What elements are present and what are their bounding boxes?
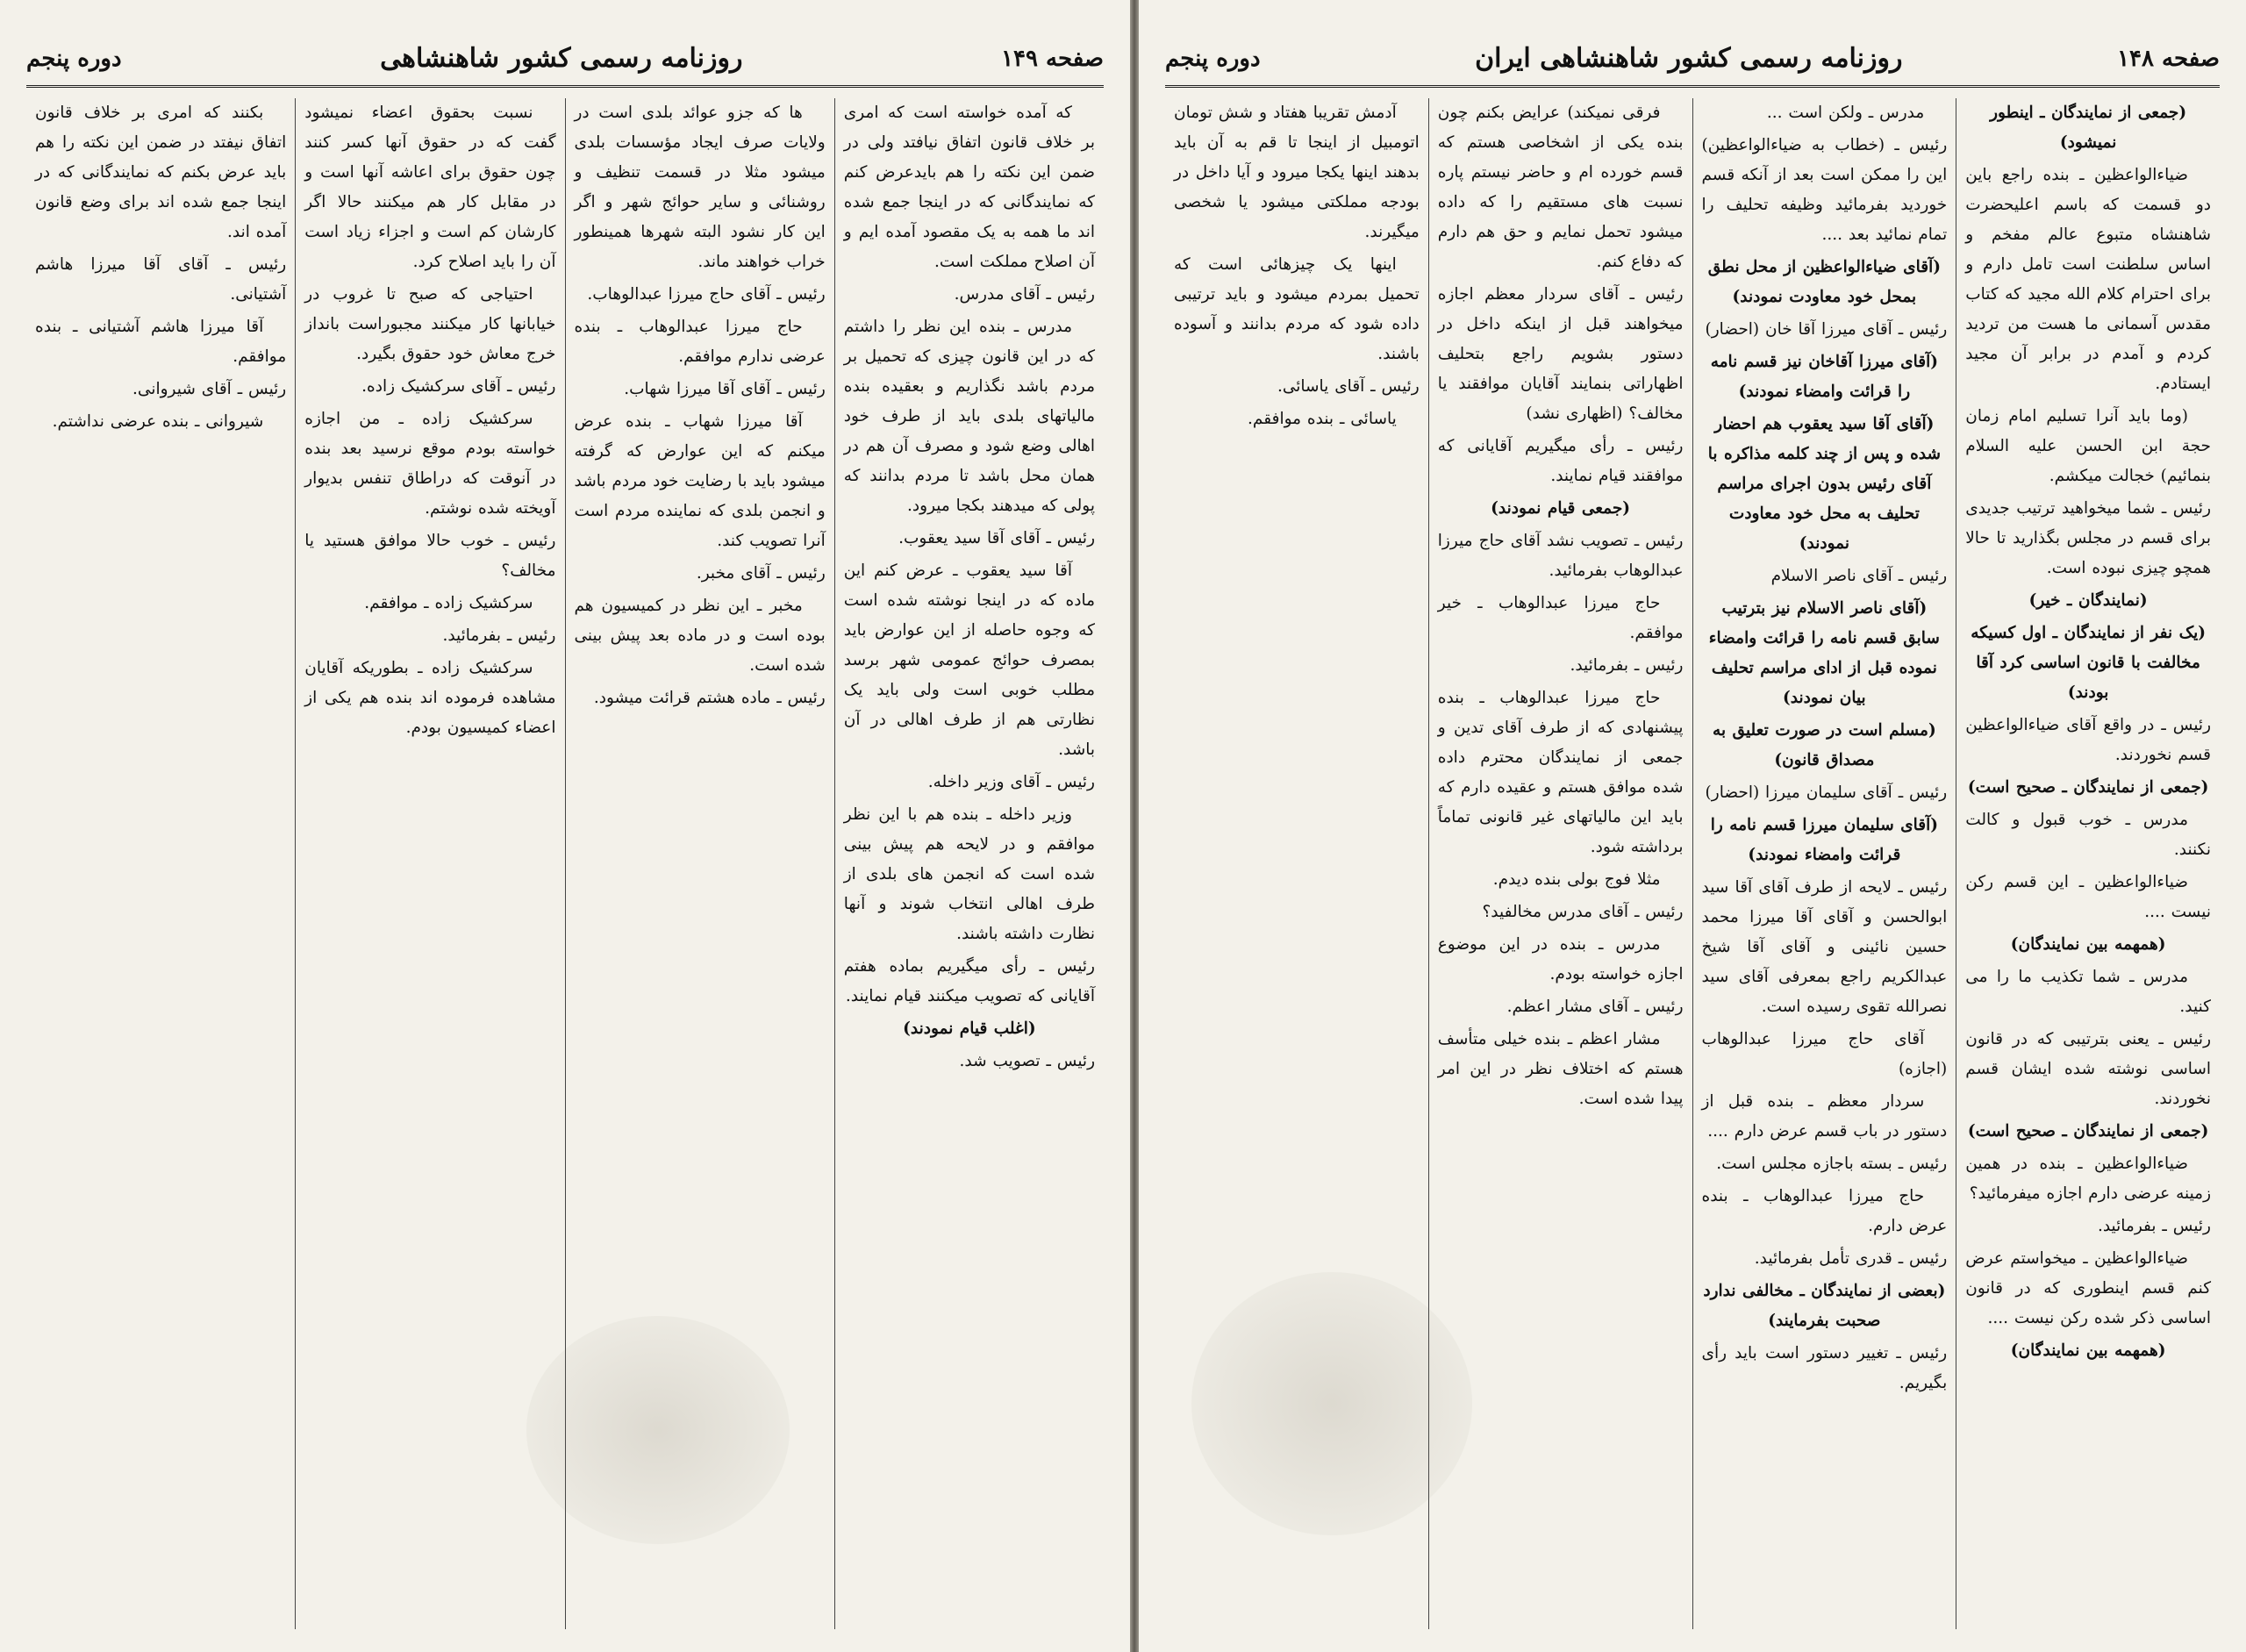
article-paragraph: (وما باید آنرا تسلیم امام زمان حجة ابن الحسن علیه السلام بنمائیم) خجالت میکشم. [1965,407,2211,485]
article-paragraph: (آقای میرزا آقاخان نیز قسم نامه را قرائت وامضاء نمودند) [1710,353,1939,401]
article-paragraph: فرقی نمیکند) عرایض بکنم چون بنده یکی از اشخاصی هستم که قسم خورده ام و حاضر نیستم پاره نسبت های مستقیم را که داده میشود تحمل نمایم و حق هم دارم که دفاع کنم. [1437,104,1684,271]
article-paragraph: (جمعی قیام نمودند) [1491,499,1631,518]
right-column-3 [1428,98,1692,1629]
right-page-period: دوره پنجم [1165,45,1261,72]
article-paragraph: رئیس ـ آقای یاسائی. [1277,377,1420,396]
article-paragraph: (اغلب قیام نمودند) [903,1019,1036,1038]
left-page-number: صفحه ۱۴۹ [1001,45,1104,72]
left-page-title: روزنامه رسمی کشور شاهنشاهی [380,43,743,74]
article-paragraph: سرکشیک زاده ـ من اجازه خواسته بودم موقع نرسید بعد بنده در آنوقت که دراطاق تنفس بدیوار آویخته شده نوشتم. [304,410,556,518]
article-paragraph: رئیس ـ خوب حالا موافق هستید یا مخالف؟ [304,532,556,580]
article-paragraph: مدرس ـ شما تکذیب ما را می کنید. [1965,968,2211,1016]
article-paragraph: رئیس ـ بفرمائید. [442,626,556,645]
article-paragraph: رئیس ـ تصویب شد. [959,1052,1095,1070]
article-paragraph: (نمایندگان ـ خیر) [2028,591,2148,610]
article-paragraph: مدرس ـ ولکن است ... [1766,104,1925,122]
article-paragraph: ضیاءالواعظین ـ میخواستم عرض کنم قسم اینطوری که در قانون اساسی ذکر شده رکن نیست .... [1965,1249,2211,1327]
article-paragraph: مدرس ـ بنده در این موضوع اجازه خواسته بودم. [1437,935,1684,983]
article-paragraph: (یک نفر از نمایندگان ـ اول کسیکه مخالفت با قانون اساسی کرد آقا بودند) [1971,624,2207,702]
article-paragraph: حاج میرزا عبدالوهاب ـ بنده عرضی ندارم موافقم. [574,318,826,366]
right-page-number: صفحه ۱۴۸ [2117,45,2220,72]
article-paragraph: وزیر داخله ـ بنده هم با این نظر موافقم و در لایحه هم پیش بینی شده است که انجمن های بلدی از طرف اهالی انتخاب شوند و آنها نظارت داشته باشند. [843,805,1095,943]
article-paragraph: (آقای سلیمان میرزا قسم نامه را قرائت وامضاء نمودند) [1710,816,1939,864]
article-paragraph: رئیس ـ بفرمائید. [1570,656,1684,675]
left-column-2 [565,98,834,1629]
right-column-2 [1692,98,1956,1629]
article-paragraph: ضیاءالواعظین ـ بنده راجع باین دو قسمت که باسم اعلیحضرت شاهنشاه متبوع عالم مفخم و اساس سلطنت است تامل دارم و برای احترام کلام الله مجید که کتاب مقدس آسمانی ما هست من تردید کردم و آمدم در برابر آن مجید ایستادم. [1965,166,2211,393]
article-paragraph: رئیس ـ آقای آقا میرزا هاشم آشتیانی. [35,255,287,304]
article-paragraph: سرکشیک زاده ـ بطوریکه آقایان مشاهده فرموده اند بنده هم یکی از اعضاء کمیسیون بودم. [304,659,556,737]
article-paragraph: شیروانی ـ بنده عرضی نداشتم. [52,412,264,431]
article-paragraph: رئیس ـ شما میخواهید ترتیب جدیدی برای قسم در مجلس بگذارید تا حالا همچو چیزی نبوده است. [1965,499,2211,577]
article-paragraph: ضیاءالواعظین ـ بنده در همین زمینه عرضی دارم اجازه میفرمائید؟ [1965,1155,2211,1203]
left-page-header [26,32,1104,88]
article-paragraph: حاج میرزا عبدالوهاب ـ بنده پیشنهادی که از طرف آقای تدین و جمعی از نمایندگان محترم داده شده موافق هستم و عقیده دارم که باید این مالیاتهای غیر قانونی تماماً برداشته شود. [1437,689,1684,856]
left-page-columns [26,98,1104,1629]
article-paragraph: سردار معظم ـ بنده قبل از دستور در باب قسم عرض دارم .... [1701,1092,1948,1141]
article-paragraph: (بعضی از نمایندگان ـ مخالفی ندارد صحبت بفرمایند) [1703,1282,1946,1330]
article-paragraph: رئیس ـ آقای شیروانی. [132,380,287,398]
article-paragraph: آدمش تقریبا هفتاد و شش تومان اتومبیل از اینجا تا قم به آن باید بدهند اینها یکجا میرود و آیا داخل در بودجه مملکتی میشود یا شخصی میگیرند. [1174,104,1420,241]
article-paragraph: آقا میرزا هاشم آشتیانی ـ بنده موافقم. [35,318,287,366]
article-paragraph: رئیس ـ آقای مشار اعظم. [1506,998,1684,1016]
article-paragraph: رئیس ـ آقای سرکشیک زاده. [361,377,556,396]
article-paragraph: مثلا فوج بولی بنده دیدم. [1492,870,1661,889]
article-paragraph: رئیس ـ آقای سلیمان میرزا (احضار) [1705,783,1948,802]
article-paragraph: (جمعی از نمایندگان ـ صحیح است) [1967,778,2209,797]
article-paragraph: رئیس ـ آقای مدرس مخالفید؟ [1482,903,1684,921]
article-paragraph: (همهمه بین نمایندگان) [2010,935,2166,954]
right-page-columns [1165,98,2220,1629]
article-paragraph: حاج میرزا عبدالوهاب ـ بنده عرض دارم. [1701,1187,1948,1235]
article-paragraph: آقای حاج میرزا عبدالوهاب (اجازه) [1701,1030,1948,1078]
article-paragraph: رئیس ـ قدری تأمل بفرمائید. [1754,1249,1948,1268]
article-paragraph: ها که جزو عوائد بلدی است در ولایات صرف ایجاد مؤسسات بلدی میشود مثلا در قسمت تنظیف و روشنائی و سایر حوائج شهر و اگر این کار نشود البته شهرها همینطور خراب خواهند ماند. [574,104,826,271]
article-paragraph: رئیس ـ رأی میگیریم آقایانی که موافقند قیام نمایند. [1437,437,1684,485]
right-column-1 [1956,98,2220,1629]
article-paragraph: مخبر ـ این نظر در کمیسیون هم بوده است و در ماده بعد پیش بینی شده است. [574,597,826,675]
right-page [1139,0,2246,1652]
article-paragraph: رئیس ـ ماده هشتم قرائت میشود. [593,689,826,707]
left-column-4 [26,98,295,1629]
article-paragraph: آقا سید یعقوب ـ عرض کنم این ماده که در اینجا نوشته شده است که وجوه حاصله از این عوارض باید بمصرف حوائج عمومی شهر برسد مطلب خوبی است ولی باید یک نظارتی هم از طرف اهالی در آن باشد. [843,561,1095,759]
left-page-period: دوره پنجم [26,45,122,72]
article-paragraph: (مسلم است در صورت تعلیق به مصداق قانون) [1713,721,1936,769]
article-paragraph: مشار اعظم ـ بنده خیلی متأسف هستم که اختلاف نظر در این امر پیدا شده است. [1437,1030,1684,1108]
article-paragraph: رئیس ـ آقای مدرس. [954,285,1095,304]
right-page-title: روزنامه رسمی کشور شاهنشاهی ایران [1475,43,1903,74]
article-paragraph: رئیس ـ تغییر دستور است باید رأی بگیریم. [1701,1344,1948,1392]
article-paragraph: رئیس ـ بسته باجازه مجلس است. [1716,1155,1948,1173]
article-paragraph: مدرس ـ بنده این نظر را داشتم که در این قانون چیزی که تحمیل بر مردم باشد نگذاریم و بعقیده بنده مالیاتهای بلدی باید از طرف خود اهالی وضع شود و مصرف آن هم در همان محل باشد تا مردم بدانند که پولی که میدهند بکجا میرود. [843,318,1095,515]
article-paragraph: رئیس ـ در واقع آقای ضیاءالواعظین قسم نخوردند. [1965,716,2211,764]
article-paragraph: (جمعی از نمایندگان ـ اینطور نمیشود) [1990,104,2187,152]
article-paragraph: بکنند که امری بر خلاف قانون اتفاق نیفتد در ضمن این نکته را هم باید عرض بکنم که نمایندگانی که در اینجا جمع شده اند برای وضع قانون آمده اند. [35,104,287,241]
page-gutter [1130,0,1139,1652]
article-paragraph: رئیس ـ (خطاب به ضیاءالواعظین) این را ممکن است بعد از آنکه قسم خوردید بفرمائید وظیفه تحلیف را تمام نمائید بعد .... [1701,136,1948,244]
article-paragraph: رئیس ـ آقای میرزا آقا خان (احضار) [1705,320,1948,339]
article-paragraph: رئیس ـ آقای مخبر. [696,564,826,583]
article-paragraph: یاسائی ـ بنده موافقم. [1248,410,1397,428]
article-paragraph: که آمده خواسته است که امری بر خلاف قانون اتفاق نیافتد ولی در ضمن این نکته را هم بایدعرض کنم که نمایندگانی که در اینجا جمع شده اند ما همه به یک مقصود آمده ایم و آن اصلاح مملکت است. [843,104,1095,271]
article-paragraph: (همهمه بین نمایندگان) [2010,1341,2166,1360]
article-paragraph: رئیس ـ آقای سردار معظم اجازه میخواهند قبل از اینکه داخل در دستور بشویم راجع بتحلیف اظهاراتی بنمایند آقایان موافقند یا مخالف؟ (اظهاری نشد) [1437,285,1684,423]
article-paragraph: ضیاءالواعظین ـ این قسم رکن نیست .... [1965,873,2211,921]
article-paragraph: رئیس ـ آقای آقا سید یعقوب. [898,529,1095,547]
article-paragraph: حاج میرزا عبدالوهاب ـ خیر موافقم. [1437,594,1684,642]
article-paragraph: (آقای ضیاءالواعظین از محل نطق بمحل خود معاودت نمودند) [1707,258,1942,306]
article-paragraph: رئیس ـ آقای حاج میرزا عبدالوهاب. [587,285,826,304]
article-paragraph: آقا میرزا شهاب ـ بنده عرض میکنم که این عوارض که گرفته میشود باید با رضایت خود مردم باشد و انجمن بلدی که نماینده مردم است آنرا تصویب کند. [574,412,826,550]
article-paragraph: سرکشیک زاده ـ موافقم. [364,594,533,612]
article-paragraph: رئیس ـ تصویب نشد آقای حاج میرزا عبدالوهاب بفرمائید. [1437,532,1684,580]
article-paragraph: (آقای آقا سید یعقوب هم احضار شده و پس از چند کلمه مذاکره با آقای رئیس بدون اجرای مراسم تحلیف به محل خود معاودت نمودند) [1707,415,1941,553]
left-column-3 [295,98,564,1629]
article-paragraph: رئیس ـ یعنی بترتیبی که در قانون اساسی نوشته شده ایشان قسم نخوردند. [1965,1030,2211,1108]
article-paragraph: نسبت بحقوق اعضاء نمیشود گفت که در حقوق آنها کسر کنند چون حقوق برای اعاشه آنها است و در مقابل کار هم میکنند حالا اگر کارشان کم است و اجزاء زیاد است آن را باید اصلاح کرد. [304,104,556,271]
article-paragraph: احتیاجی که صبح تا غروب در خیابانها کار میکنند مجبوراست بانداز خرج معاش خود حقوق بگیرد. [304,285,556,363]
article-paragraph: رئیس ـ آقای ناصر الاسلام [1770,567,1948,585]
article-paragraph: (آقای ناصر الاسلام نیز بترتیب سابق قسم نامه را قرائت وامضاء نموده قبل از ادای مراسم تحلیف بیان نمودند) [1708,599,1940,707]
article-paragraph: رئیس ـ بفرمائید. [2097,1217,2211,1235]
article-paragraph: رئیس ـ آقای وزیر داخله. [927,773,1095,791]
article-paragraph: مدرس ـ خوب قبول و کالت نکنند. [1965,811,2211,859]
right-column-4 [1165,98,1428,1629]
article-paragraph: رئیس ـ رأی میگیریم بماده هفتم آقایانی که تصویب میکنند قیام نمایند. [843,957,1095,1005]
article-paragraph: اینها یک چیزهائی است که تحمیل بمردم میشود و باید ترتیبی داده شود که مردم بدانند و آسوده باشند. [1174,255,1420,363]
article-paragraph: (جمعی از نمایندگان ـ صحیح است) [1967,1122,2209,1141]
left-column-1 [834,98,1104,1629]
article-paragraph: رئیس ـ لایحه از طرف آقای آقا سید ابوالحسن و آقای آقا میرزا محمد حسین نائینی و آقای آقا شیخ عبدالکریم راجع بمعرفی آقای سید نصرالله تقوی رسیده است. [1701,878,1948,1016]
right-page-header [1165,32,2220,88]
article-paragraph: رئیس ـ آقای آقا میرزا شهاب. [624,380,826,398]
